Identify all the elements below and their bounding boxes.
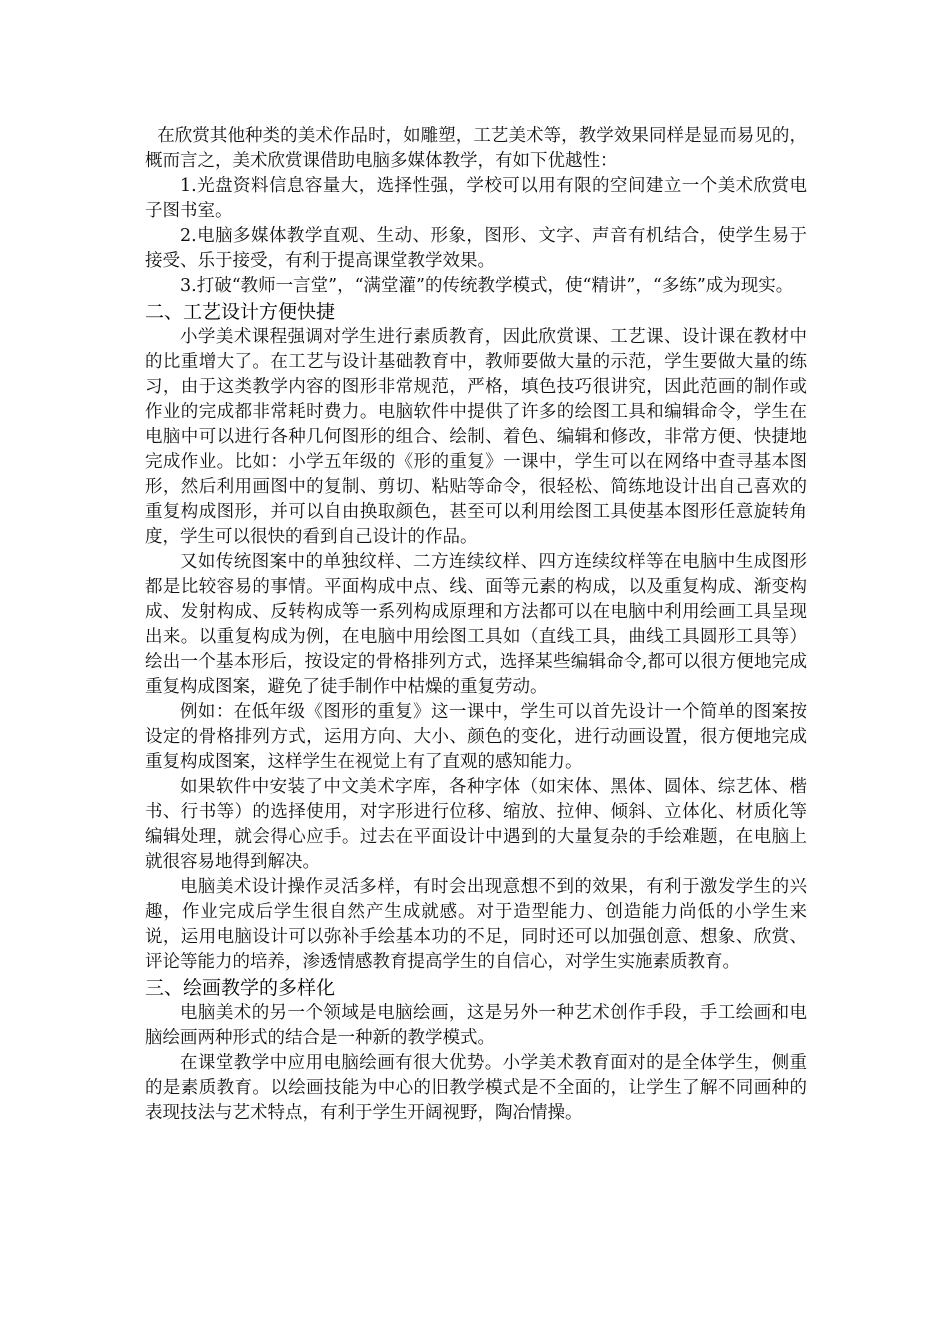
section2-paragraph-4: 如果软件中安装了中文美术字库，各种字体（如宋体、黑体、圆体、综艺体、楷书、行书等）的选择使用，对字形进行位移、缩放、拉伸、倾斜、立体化、材质化等编辑处理，就会得心应手。过去在平面设计中遇到的大量复杂的手绘难题，在电脑上就很容易地得到解决。 [145, 777, 807, 872]
document-body [145, 124, 807, 1126]
section2-paragraph-2: 又如传统图案中的单独纹样、二方连续纹样、四方连续纹样等在电脑中生成图形都是比较容易的事情。平面构成中点、线、面等元素的构成，以及重复构成、渐变构成、发射构成、反转构成等一系列构成原理和方法都可以在电脑中利用绘画工具呈现出来。以重复构成为例，在电脑中用绘图工具如（直线工具，曲线工具圆形工具等）绘出一个基本形后，按设定的骨格排列方式，选择某些编辑命令,都可以很方便地完成重复构成图案，避免了徒手制作中枯燥的重复劳动。 [145, 552, 807, 697]
section2-paragraph-1: 小学美术课程强调对学生进行素质教育，因此欣赏课、工艺课、设计课在教材中的比重增大了。在工艺与设计基础教育中，教师要做大量的示范，学生要做大量的练习，由于这类教学内容的图形非常规范，严格，填色技巧很讲究，因此范画的制作或作业的完成都非常耗时费力。电脑软件中提供了许多的绘图工具和编辑命令，学生在电脑中可以进行各种几何图形的组合、绘制、着色、编辑和修改，非常方便、快捷地完成作业。比如：小学五年级的《形的重复》一课中，学生可以在网络中查寻基本图形，然后利用画图中的复制、剪切、粘贴等命令，很轻松、简练地设计出自己喜欢的重复构成图形，并可以自由换取颜色，甚至可以利用绘图工具使基本图形任意旋转角度，学生可以很快的看到自己设计的作品。 [145, 327, 807, 547]
section3-paragraph-1: 电脑美术的另一个领域是电脑绘画，这是另外一种艺术创作手段，手工绘画和电脑绘画两种形式的结合是一种新的教学模式。 [145, 1003, 807, 1048]
intro-paragraph: 在欣赏其他种类的美术作品时，如雕塑，工艺美术等，教学效果同样是显而易见的，概而言之，美术欣赏课借助电脑多媒体教学，有如下优越性： [145, 126, 807, 171]
section3-paragraph-2: 在课堂教学中应用电脑绘画有很大优势。小学美术教育面对的是全体学生，侧重的是素质教育。以绘画技能为中心的旧教学模式是不全面的，让学生了解不同画种的表现技法与艺术特点，有利于学生开阔视野，陶冶情操。 [145, 1053, 807, 1123]
advantage-item-1: 1.光盘资料信息容量大，选择性强，学校可以用有限的空间建立一个美术欣赏电子图书室。 [145, 176, 807, 221]
advantage-item-2: 2.电脑多媒体教学直观、生动、形象，图形、文字、声音有机结合，使学生易于接受、乐于接受，有利于提高课堂教学效果。 [145, 226, 807, 271]
advantage-item-3: 3.打破“教师一言堂”，“满堂灌”的传统教学模式，使“精讲”，“多练”成为现实。 [180, 276, 794, 296]
section-heading-2: 二、工艺设计方便快捷 [145, 301, 336, 323]
section2-paragraph-5: 电脑美术设计操作灵活多样，有时会出现意想不到的效果，有利于激发学生的兴趣，作业完成后学生很自然产生成就感。对于造型能力、创造能力尚低的小学生来说，运用电脑设计可以弥补手绘基本功的不足，同时还可以加强创意、想象、欣赏、评论等能力的培养，渗透情感教育提高学生的自信心，对学生实施素质教育。 [145, 877, 807, 972]
section-heading-3: 三、绘画教学的多样化 [145, 977, 336, 999]
section2-paragraph-3: 例如：在低年级《图形的重复》这一课中，学生可以首先设计一个简单的图案按设定的骨格排列方式，运用方向、大小、颜色的变化，进行动画设置，很方便地完成重复构成图案，这样学生在视觉上有了直观的感知能力。 [145, 702, 807, 772]
